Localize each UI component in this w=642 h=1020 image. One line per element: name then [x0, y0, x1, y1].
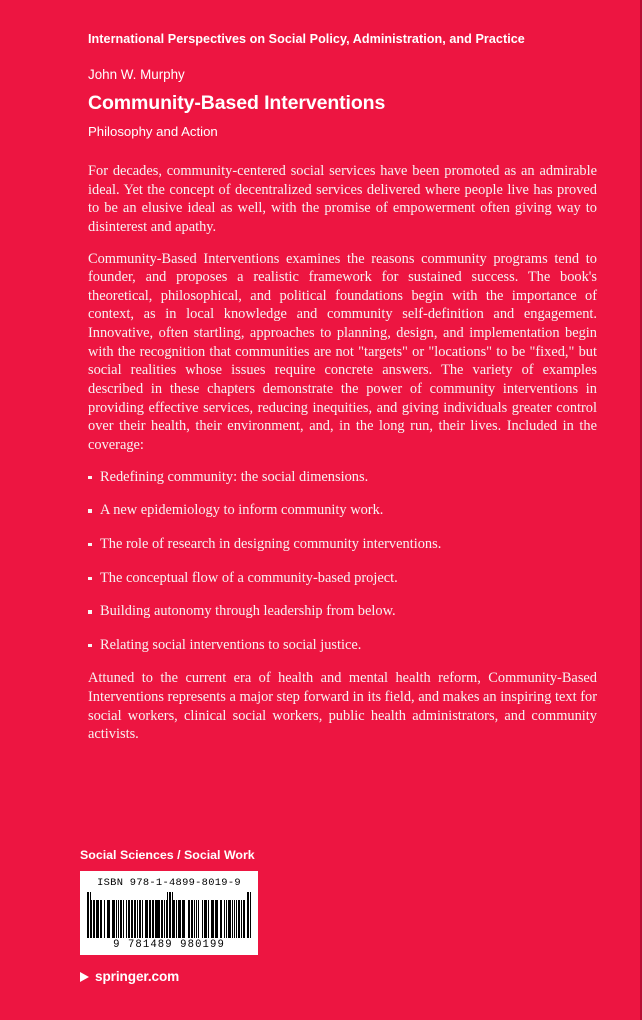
isbn-barcode	[80, 871, 258, 955]
list-item-label: The role of research in designing community interventions.	[100, 535, 442, 552]
author-name: John W. Murphy	[88, 67, 185, 83]
list-item	[88, 468, 597, 487]
bullet-icon	[88, 610, 92, 614]
list-item	[88, 535, 597, 554]
bullet-icon	[88, 644, 92, 648]
list-item	[88, 501, 597, 520]
list-item-label: Redefining community: the social dimensions.	[100, 468, 369, 485]
series-title: International Perspectives on Social Policy, Administration, and Practice	[88, 32, 525, 46]
list-item-label: The conceptual flow of a community-based project.	[100, 569, 398, 586]
bullet-icon	[88, 543, 92, 547]
list-item	[88, 569, 597, 588]
bullet-icon	[88, 509, 92, 513]
blurb-paragraph-2: Community-Based Interventions examines the reasons community programs tend to founder, and proposes a realistic framework for sustained success. The book's theoretical, philosophical, and political foundations begin with the importance of context, as in local knowledge and community self-definition and engagement. Innovative, often startling, approaches to planning, design, and implementation begin with the recognition that communities are not "targets" or "locations" to be "fixed," but social realities whose issues require concrete answers. The variety of examples described in these chapters demonstrate the power of community interventions in providing effective services, reducing inequities, and giving individuals greater control over their health, their environment, and, in the long run, their lives. Included in the coverage:	[88, 250, 597, 453]
publisher-logo[interactable]	[80, 969, 600, 984]
list-item	[88, 602, 597, 621]
list-item-label: Relating social interventions to social justice.	[100, 636, 362, 653]
cover-footer	[80, 848, 600, 984]
blurb-paragraph-3: Attuned to the current era of health and mental health reform, Community-Based Interventions represents a major step forward in its field, and makes an inspiring text for social workers, clinical social workers, public health administrators, and community activists.	[88, 670, 597, 743]
cover-header	[88, 32, 600, 139]
barcode-bars	[87, 892, 251, 938]
list-item	[88, 636, 597, 655]
subject-category: Social Sciences / Social Work	[80, 848, 255, 862]
book-subtitle: Philosophy and Action	[88, 123, 218, 139]
list-item-label: Building autonomy through leadership from below.	[100, 603, 396, 620]
barcode-digits: 9 781489 980199	[113, 939, 225, 951]
isbn-number: ISBN 978-1-4899-8019-9	[97, 877, 241, 889]
list-item-label: A new epidemiology to inform community work.	[100, 502, 384, 519]
blurb-paragraph-1: For decades, community-centered social services have been promoted as an admirable ideal. Yet the concept of decentralized services delivered where people live has proved to be an elusive ideal as well, with the promise of empowerment often giving way to disinterest and apathy.	[88, 163, 597, 235]
coverage-bullet-list	[88, 468, 597, 655]
bullet-icon	[88, 577, 92, 581]
publisher-label: springer.com	[95, 969, 180, 984]
book-title: Community-Based Interventions	[88, 92, 386, 115]
bullet-icon	[88, 476, 92, 480]
back-cover-blurb	[88, 162, 597, 744]
triangle-icon	[80, 972, 89, 982]
